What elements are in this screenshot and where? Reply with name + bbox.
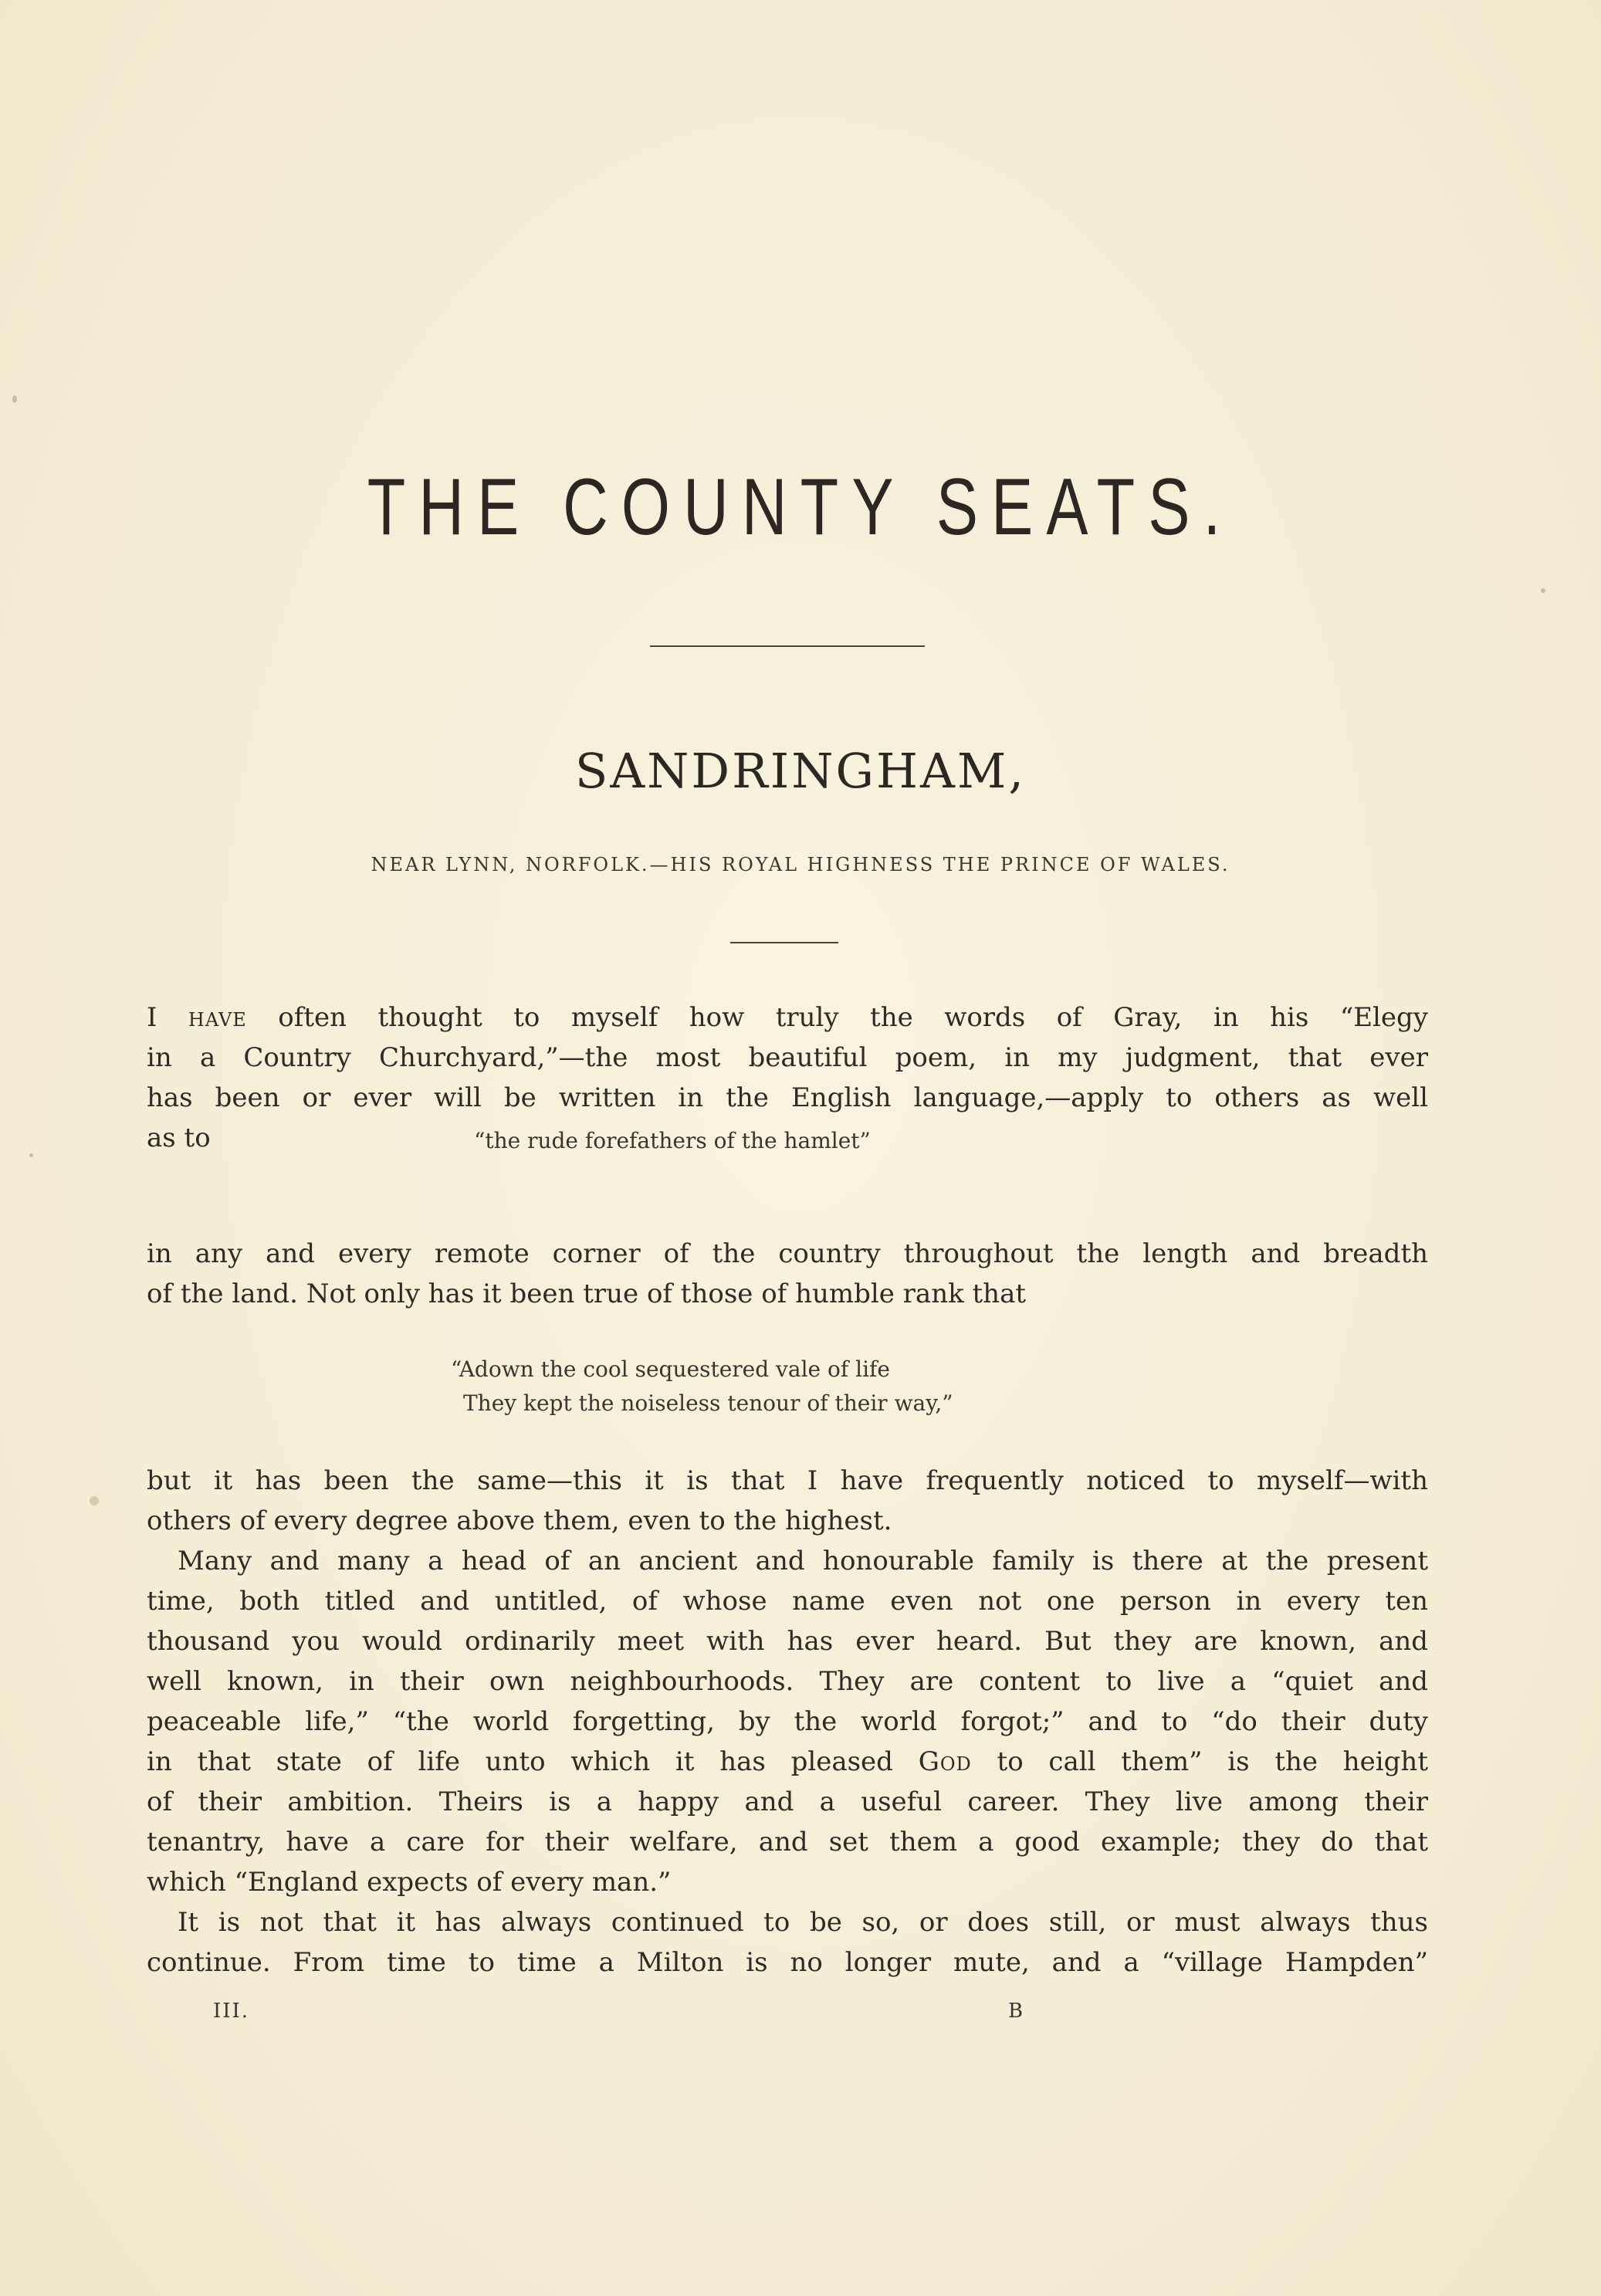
small-caps-word: have: [188, 1002, 247, 1033]
line-text: to call them” is the height: [997, 1746, 1428, 1777]
title-rule: [650, 645, 925, 647]
small-caps-word: God: [918, 1746, 972, 1777]
paragraph-1-line-2: in a Country Churchyard,”—the most beautiful poem, in my judgment, that ever: [147, 1042, 1428, 1073]
paragraph-2-line-2: of the land. Not only has it been true of those of humble rank that: [147, 1278, 1026, 1309]
paragraph-1-line-4: as to: [147, 1123, 211, 1153]
verse-line-1: “Adown the cool sequestered vale of life: [451, 1356, 890, 1382]
paragraph-4-line-7: of their ambition. Theirs is a happy and a useful career. They live among their: [147, 1786, 1428, 1817]
page-title: THE COUNTY SEATS.: [367, 462, 1234, 552]
paragraph-3-line-1: but it has been the same—this it is that I have frequently noticed to myself—with: [147, 1465, 1428, 1496]
paper-speck: [12, 395, 17, 403]
paragraph-1-line-1: [147, 997, 1428, 1038]
signature-mark: B: [1008, 2000, 1025, 2023]
verse-quote-1: “the rude forefathers of the hamlet”: [474, 1128, 871, 1153]
paragraph-2: [147, 1234, 1428, 1314]
paragraph-5-line-1: It is not that it has always continued to be so, or does still, or must always thus: [178, 1907, 1428, 1938]
volume-number: III.: [213, 2000, 250, 2023]
paragraph-4-line-4: well known, in their own neighbourhoods. They are content to live a “quiet and: [147, 1666, 1428, 1697]
paragraph-4: [147, 1541, 1428, 1902]
paragraph-4-line-6: [147, 1742, 1428, 1782]
paragraph-3: [147, 1461, 1428, 1541]
line-text: in that state of life unto which it has pleased: [147, 1746, 893, 1777]
section-rule: [730, 942, 838, 943]
paragraph-5: [147, 1902, 1428, 1983]
paragraph-5-line-2: continue. From time to time a Milton is no longer mute, and a “village Hampden”: [147, 1947, 1428, 1978]
paper-speck: [29, 1153, 33, 1157]
paragraph-4-line-3: thousand you would ordinarily meet with has ever heard. But they are known, and: [147, 1626, 1428, 1657]
verse-line-2: They kept the noiseless tenour of their way,”: [463, 1390, 953, 1416]
paragraph-4-line-1: Many and many a head of an ancient and honourable family is there at the present: [178, 1546, 1428, 1576]
paragraph-3-line-2: others of every degree above them, even to the highest.: [147, 1505, 892, 1536]
paragraph-1-line-3: has been or ever will be written in the English language,—apply to others as well: [147, 1082, 1428, 1113]
paragraph-4-line-9: which “England expects of every man.”: [147, 1867, 672, 1898]
paragraph-4-line-5: peaceable life,” “the world forgetting, by the world forgot;” and to “do their duty: [147, 1706, 1428, 1737]
paragraph-4-line-8: tenantry, have a care for their welfare, and set them a good example; they do that: [147, 1827, 1428, 1857]
drop-word: I: [147, 1002, 157, 1033]
paper-speck: [1541, 588, 1545, 593]
section-heading: SANDRINGHAM,: [574, 743, 1027, 799]
section-location: NEAR LYNN, NORFOLK.—HIS ROYAL HIGHNESS THE PRINCE OF WALES.: [371, 854, 1230, 875]
verse-quote-2: [451, 1353, 953, 1421]
paper-speck: [90, 1496, 99, 1505]
line-text: often thought to myself how truly the words of Gray, in his “Elegy: [278, 1002, 1428, 1033]
paragraph-2-line-1: in any and every remote corner of the country throughout the length and breadth: [147, 1238, 1428, 1269]
paragraph-4-line-2: time, both titled and untitled, of whose name even not one person in every ten: [147, 1586, 1428, 1617]
